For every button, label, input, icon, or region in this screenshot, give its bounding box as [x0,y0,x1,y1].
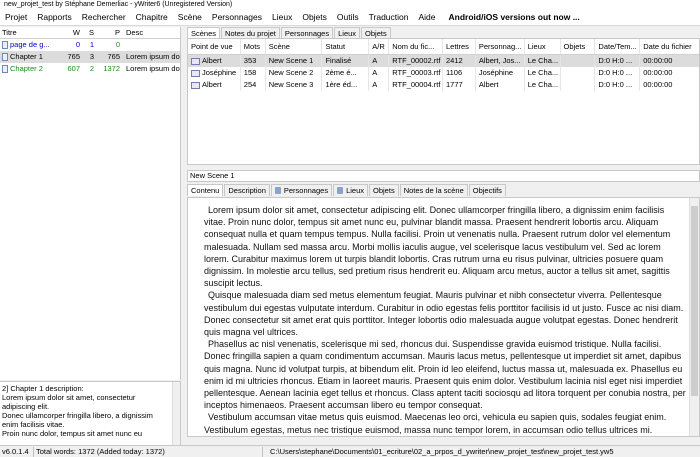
col-datef-header[interactable]: Date du fichier [643,42,692,51]
scene-lieux: Le Cha... [525,55,561,67]
scene-pov: Albert [202,56,222,65]
scene-statut: Finalisé [322,55,369,67]
scene-perso: Joséphine [476,67,525,79]
scene-table [187,38,700,165]
menu-chapitre[interactable]: Chapitre [135,11,168,22]
col-mots-header[interactable]: Mots [241,39,266,54]
chapter-title: Chapter 2 [10,64,43,73]
tab-scene-lieux-label: Lieux [346,185,365,195]
chapter-title: Chapter 1 [10,52,43,61]
chapter-desc-line: Donec ullamcorper fringilla libero, a dignissim [2,411,153,420]
tab-description[interactable]: Description [224,184,270,196]
col-scene-header[interactable]: Scène [266,39,323,54]
chapter-w: 607 [67,64,80,73]
scene-row[interactable] [188,67,699,79]
menu-objets[interactable]: Objets [302,11,327,22]
chapter-w: 0 [75,40,80,49]
chapter-row[interactable] [0,51,180,63]
chapter-s: 3 [89,52,94,61]
location-icon [337,187,343,194]
menu-rechercher[interactable]: Rechercher [81,11,126,22]
scene-pov: Joséphine [202,68,237,77]
scene-ar: A [369,67,389,79]
chapter-title: page de g... [10,40,50,49]
menu-personnages[interactable]: Personnages [211,11,262,22]
chapter-title-cell [0,39,62,51]
editor-paragraph: Lorem ipsum dolor sit amet, consectetur adipiscing elit. Donec ullamcorper fringilla libero, a dignissim enim facilisis vitae. Proin nunc dolor, tempus sit amet nunc eu, pulvinar blandit massa. Praesent hendrerit lobortis arcu. Aliquam consequat nulla et quam tempus tempus. Nulla facilisi. Proin ut venenatis nulla. Praesent rutrum dolor vel elementum malesuada. Nullam sed massa arcu. Morbi mollis iaculis augue, vel scelerisque lacus vestibulum vel. Sed ac lorem lorem. Curabitur maximus lorem ut turpis blandit lobortis. Cras rutrum urna eu risus pulvinar, ultricies posuere quam dignissim. In molestie arcu tellus, sed pretium risus hendrerit eu. Aliquam arcu metus, auctor a tellus sit amet, sagittis suscipit lectus. [204,205,671,289]
scene-perso: Albert [476,79,525,91]
person-icon [275,187,281,194]
scene-editor[interactable] [187,197,700,437]
scene-file: RTF_00004.rtf [389,79,443,91]
scene-lieux: Le Cha... [525,67,561,79]
character-icon [191,58,200,65]
tab-lieux[interactable]: Lieux [334,27,360,38]
col-statut-header[interactable]: Statut [322,39,369,54]
chapter-p: 765 [107,52,120,61]
scene-lettres: 1777 [443,79,476,91]
col-p-header[interactable]: P [114,28,120,37]
editor-text[interactable] [204,204,688,436]
main-tabs [187,27,700,38]
editor-scroll-thumb[interactable] [691,206,698,396]
menu-aide[interactable]: Aide [418,11,436,22]
menu-scene[interactable]: Scène [177,11,202,22]
chapter-desc: Lorem ipsum do [126,64,180,73]
scene-objets [561,67,596,79]
col-pov-header[interactable]: Point de vue [188,39,241,54]
tab-notes-projet[interactable]: Notes du projet [221,27,280,38]
character-icon [191,70,200,77]
scene-mots: 158 [241,67,266,79]
chapter-desc [122,39,180,51]
scene-pov-cell [188,67,241,79]
editor-paragraph: Quisque malesuada diam sed metus elementum feugiat. Mauris pulvinar et nibh consectetur viverra. Pellentesque vestibulum dui egestas vulputate interdum. Curabitur in odio egestas felis porttitor facilisis id ut justo. Fusce ac nisi diam. Donec consectetur sit amet erat quis porttitor. Integer lobortis odio malesuada augue volutpat egestas. Donec hendrerit quis magna vel ultrices. [204,290,684,338]
col-date-header[interactable]: Date/Tem... [595,39,640,54]
tab-scenes[interactable]: Scènes [187,27,220,38]
chapter-row[interactable] [0,63,180,75]
scene-file: RTF_00003.rtf [389,67,443,79]
scene-name: New Scene 3 [266,79,323,91]
col-perso-header[interactable]: Personnag... [476,39,525,54]
scene-lieux: Le Cha... [525,79,561,91]
col-objets-header[interactable]: Objets [561,39,596,54]
scene-statut: 1ère éd... [322,79,369,91]
chapter-title-cell [0,51,62,63]
scene-name: New Scene 2 [266,67,323,79]
chapter-p: 1372 [103,64,120,73]
scene-file: RTF_00002.rtf [389,55,443,67]
tab-scene-lieux[interactable] [333,184,368,196]
menu-lieux[interactable]: Lieux [272,11,293,22]
page-icon [2,53,8,61]
chapter-s: 1 [89,40,94,49]
col-title-header[interactable]: Titre [2,27,17,37]
status-divider [33,447,34,457]
scene-mots: 353 [241,55,266,67]
scene-datef: 00:00:00 [643,56,673,65]
status-bar [0,445,700,457]
tab-scene-objets[interactable]: Objets [369,184,399,196]
chapter-desc-line: 2] Chapter 1 description: [2,384,84,393]
scene-row[interactable] [188,79,699,91]
tab-contenu[interactable]: Contenu [187,184,223,196]
chapter-title-cell [0,63,62,75]
page-icon [2,41,8,49]
status-file-path: C:\Users\stephane\Documents\01_ecriture\02_a_prpos_d_ywriter\new_projet_test\new_projet_test.yw5 [270,447,614,456]
scene-date: D:0 H:0 ... [595,67,640,79]
scene-objets [561,79,596,91]
scene-perso: Albert, Jos... [476,55,525,67]
chapter-desc-line: Proin nunc dolor, tempus sit amet nunc eu [2,429,143,438]
menu-rapports[interactable]: Rapports [37,11,72,22]
status-version: v6.0.1.4 [2,447,29,456]
chapter-list-header [0,27,180,39]
menu-promo[interactable]: Android/iOS versions out now ... [448,11,580,22]
scene-lettres: 1106 [443,67,476,79]
status-divider [262,447,263,457]
chapter-s: 2 [89,64,94,73]
scene-row[interactable] [188,55,699,67]
scene-name-field[interactable]: New Scene 1 [187,170,700,182]
scene-datef: 00:00:00 [643,68,673,77]
col-nom-header[interactable]: Nom du fic... [389,39,443,54]
col-lettres-header[interactable]: Lettres [443,39,476,54]
scene-statut: 2ème é... [322,67,369,79]
tab-scene-personnages[interactable] [271,184,332,196]
chapter-p: 0 [115,40,120,49]
chapter-desc-line: adipiscing elit. [2,402,50,411]
col-desc-header[interactable]: Desc [126,28,144,37]
menu-outils[interactable]: Outils [336,11,359,22]
scene-lettres: 2412 [443,55,476,67]
chapter-desc-line: enim facilisis vitae. [2,420,65,429]
chapter-description-panel[interactable] [0,381,181,445]
scene-pov-cell [188,55,241,67]
tab-objectifs[interactable]: Objectifs [469,184,506,196]
menu-traduction[interactable]: Traduction [368,11,409,22]
scene-content-tabs [187,184,700,196]
tab-objets[interactable]: Objets [361,27,391,38]
scene-date: D:0 H:0 ... [595,79,640,91]
scene-objets [561,55,596,67]
tab-personnages[interactable]: Personnages [281,27,333,38]
tab-scene-personnages-label: Personnages [283,185,329,195]
chapter-desc-line: Lorem ipsum dolor sit amet, consectetur [2,393,136,402]
chapter-desc: Lorem ipsum do [126,52,180,61]
status-word-count: Total words: 1372 (Added today: 1372) [36,447,165,456]
chapter-list [0,27,181,380]
tab-notes-scene[interactable]: Notes de la scène [400,184,468,196]
scene-pov-cell [188,79,241,91]
scene-mots: 254 [241,79,266,91]
scene-datef: 00:00:00 [643,80,673,89]
page-icon [2,65,8,73]
col-lieux-header[interactable]: Lieux [525,39,561,54]
scene-date: D:0 H:0 ... [595,55,640,67]
scene-table-header [188,39,699,55]
chapter-w: 765 [67,52,80,61]
editor-scrollbar[interactable] [689,198,699,437]
scene-pov: Albert [202,80,222,89]
col-w-header[interactable]: W [72,28,80,37]
menu-projet[interactable]: Projet [5,11,28,22]
col-ar-header[interactable]: A/R [369,39,389,54]
editor-paragraph: Phasellus ac nisl venenatis, scelerisque mi sed, rhoncus dui. Suspendisse gravida euismod tristique. Nulla facilisi. Donec fringilla sapien a quam condimentum accumsan. Mauris lacus metus, pellentesque ut imperdiet sit amet, dapibus quis magna. Nunc id volutpat turpis, at bibendum elit. Proin id leo eleifend, luctus massa ut, malesuada ex. Phasellus eu enim id mi ultricies rhoncus. Etiam in laoreet mauris. Praesent quis enim dolor. Vestibulum lacinia nisl eget nisi imperdiet pellentesque. Aenean lacinia eget tellus et rhoncus. Class aptent taciti sociosqu ad litora torquent per conubia nostra, per inceptos himenaeos. Praesent accumsan libero eu tempor consequat. [204,339,686,411]
window-title: new_projet_test by Stéphane Demerliac - yWriter6 (Unregistered Version) [0,0,700,9]
scene-name: New Scene 1 [266,55,323,67]
scene-ar: A [369,55,389,67]
desc-scrollbar[interactable] [172,382,180,445]
character-icon [191,82,200,89]
scene-ar: A [369,79,389,91]
col-s-header[interactable]: S [88,28,94,37]
menu-bar [0,9,700,26]
editor-paragraph: Vestibulum accumsan vitae metus quis euismod. Maecenas leo orci, vehicula eu sapien quis, sodales feugiat enim. Vestibulum egestas, metus nec tristique euismod, massa nunc tempor lorem, in accumsan odio tellus ultrices mi. [204,412,667,435]
chapter-row[interactable] [0,39,180,51]
